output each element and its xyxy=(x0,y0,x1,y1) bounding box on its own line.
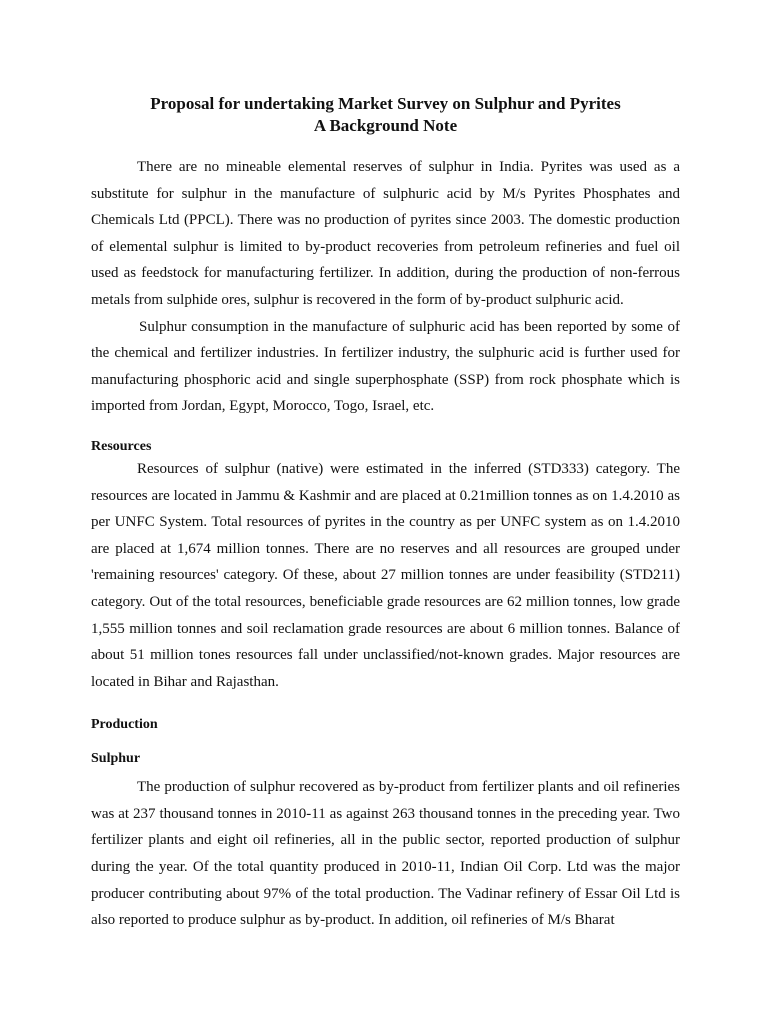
title-line-2: A Background Note xyxy=(313,116,458,135)
sulphur-heading: Sulphur xyxy=(91,751,141,767)
title-line-1: Proposal for undertaking Market Survey on Sulphur and Pyrites xyxy=(150,94,621,113)
intro-paragraph-1: There are no mineable elemental reserves of sulphur in India. Pyrites was used as a substitute for sulphur in the manufacture of sulphuric acid by M/s Pyrites Phosphates and Chemicals Ltd (PPCL). There was no production of pyrites since 2003. The domestic production of elemental sulphur is limited to by-product recoveries from petroleum refineries and fuel oil used as feedstock for manufacturing fertilizer. In addition, during the production of non-ferrous metals from sulphide ores, sulphur is recovered in the form of by-product sulphuric acid. xyxy=(91,159,680,308)
sulphur-paragraph: The production of sulphur recovered as by-product from fertilizer plants and oil refineries was at 237 thousand tonnes in 2010-11 as against 263 thousand tonnes in the preceding year. Two fertilizer plants and eight oil refineries, all in the public sector, reported production of sulphur during the year. Of the total quantity produced in 2010-11, Indian Oil Corp. Ltd was the major producer contributing about 97% of the total production. The Vadinar refinery of Essar Oil Ltd is also reported to produce sulphur as by-product. In addition, oil refineries of M/s Bharat xyxy=(91,779,680,929)
resources-paragraph: Resources of sulphur (native) were estimated in the inferred (STD333) category. The resources are located in Jammu & Kashmir and are placed at 0.21million tonnes as on 1.4.2010 as per UNFC System. Total resources of pyrites in the country as per UNFC system as on 1.4.2010 are placed at 1,674 million tonnes. There are no reserves and all resources are grouped under 'remaining resources' category. Of these, about 27 million tonnes are under feasibility (STD211) category. Out of the total resources, beneficiable grade resources are 62 million tonnes, low grade 1,555 million tonnes and soil reclamation grade resources are about 6 million tonnes. Balance of about 51 million tones resources fall under unclassified/not-known grades. Major resources are located in Bihar and Rajasthan. xyxy=(91,460,680,690)
production-heading: Production xyxy=(91,717,158,733)
intro-paragraph-2: Sulphur consumption in the manufacture of sulphuric acid has been reported by some of the chemical and fertilizer industries. In fertilizer industry, the sulphuric acid is further used for manufacturing phosphoric acid and single superphosphate (SSP) from rock phosphate which is imported from Jordan, Egypt, Morocco, Togo, Israel, etc. xyxy=(91,318,680,415)
page-title xyxy=(91,93,680,137)
resources-heading: Resources xyxy=(91,438,152,454)
